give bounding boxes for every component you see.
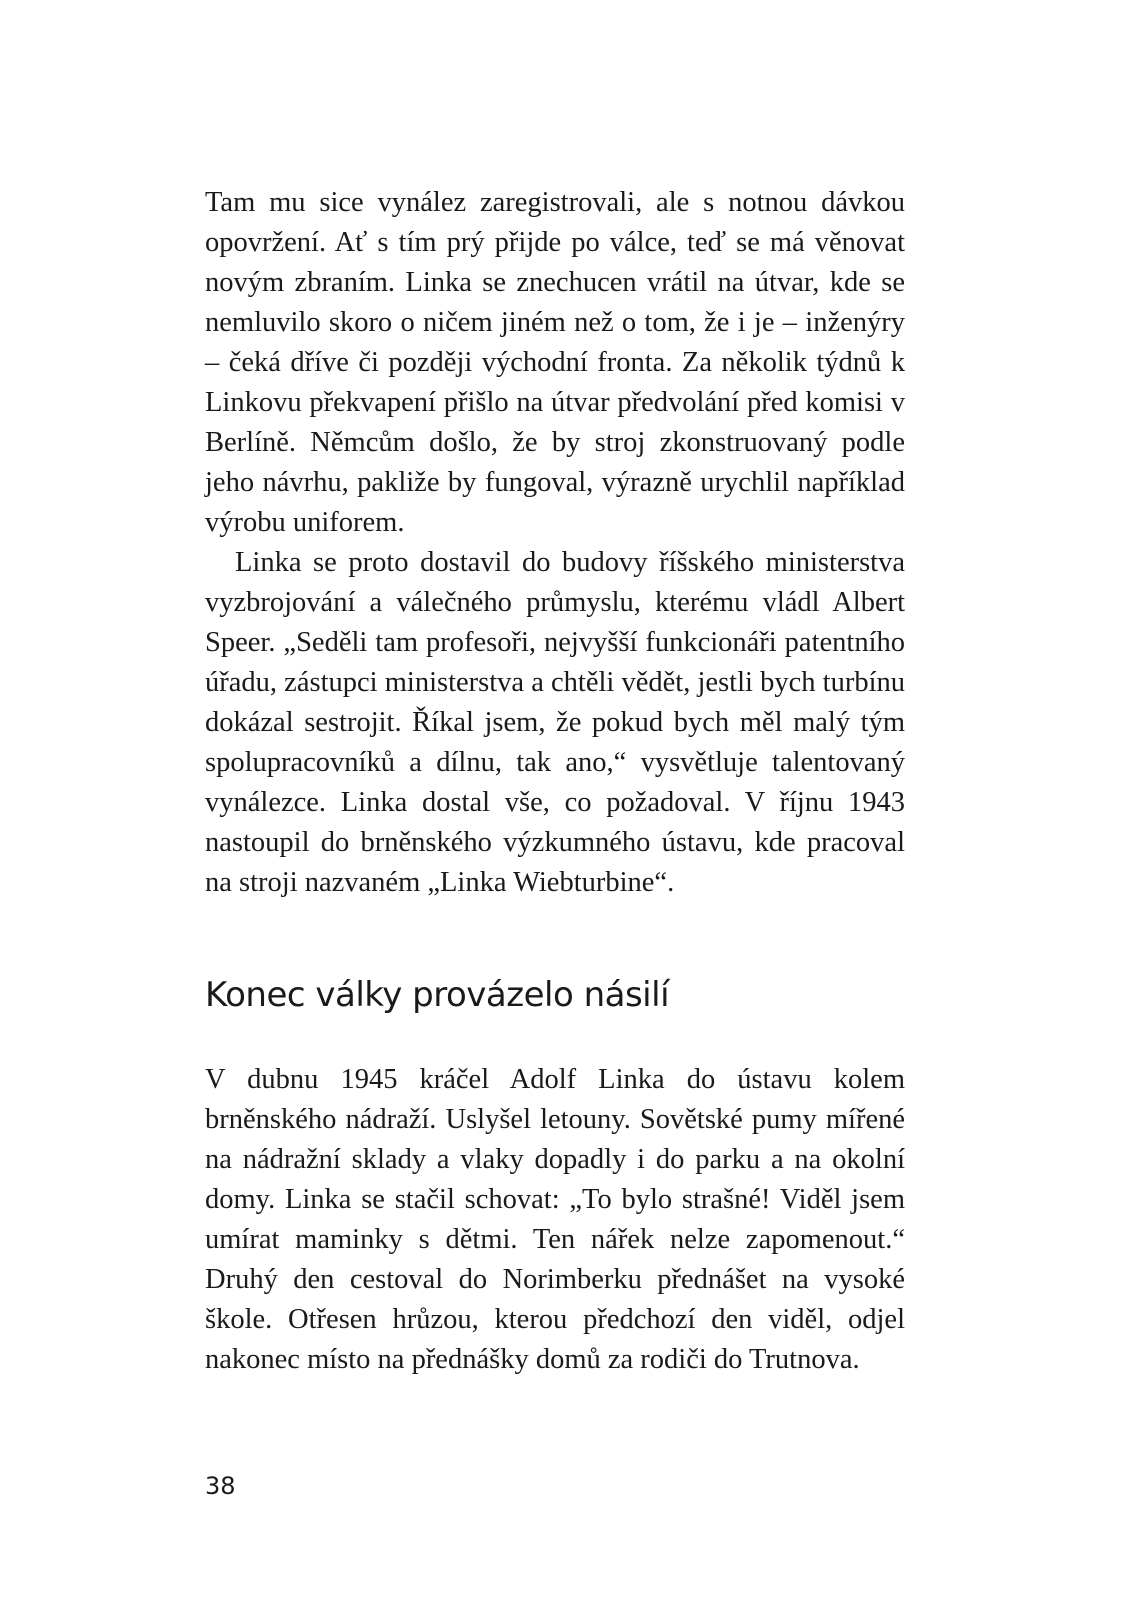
paragraph: V dubnu 1945 kráčel Adolf Linka do ústavu kolem brněnského nádraží. Uslyšel letouny. Sovětské pumy mířené na nádražní sklady a vlaky dopadly i do parku a na okolní domy. Linka se stačil schovat: „To bylo strašné! Viděl jsem umírat maminky s dětmi. Ten nářek nelze zapomenout.“ Druhý den cestoval do Norimberku přednášet na vysoké škole. Otřesen hrůzou, kterou předchozí den viděl, odjel nakonec místo na přednášky domů za rodiči do Trutnova. [205,1064,905,1375]
paragraph: Tam mu sice vynález zaregistrovali, ale s notnou dávkou opovržení. Ať s tím prý přijde po válce, teď se má věnovat novým zbraním. Linka se znechucen vrátil na útvar, kde se nemluvilo skoro o ničem jiném než o tom, že i je – inženýry – čeká dříve či později východní fronta. Za několik týdnů k Linkovu překvapení přišlo na útvar předvolání před komisi v Berlíně. Němcům došlo, že by stroj zkonstruovaný podle jeho návrhu, pakliže by fungoval, výrazně urychlil například výrobu uniforem. [205,187,905,538]
section-heading: Konec války provázelo násilí [205,975,670,1015]
body-text-section-2 [205,1060,905,1380]
page-number: 38 [205,1472,236,1500]
body-text-section-1 [205,183,905,903]
paragraph: Linka se proto dostavil do budovy říšského ministerstva vyzbrojování a válečného průmyslu, kterému vládl Albert Speer. „Seděli tam profesoři, nejvyšší funkcionáři patentního úřadu, zástupci ministerstva a chtěli vědět, jestli bych turbínu dokázal sestrojit. Říkal jsem, že pokud bych měl malý tým spolupracovníků a dílnu, tak ano,“ vysvětluje talentovaný vynálezce. Linka dostal vše, co požadoval. V říjnu 1943 nastoupil do brněnského výzkumného ústavu, kde pracoval na stroji nazvaném „Linka Wiebturbine“. [205,547,905,898]
